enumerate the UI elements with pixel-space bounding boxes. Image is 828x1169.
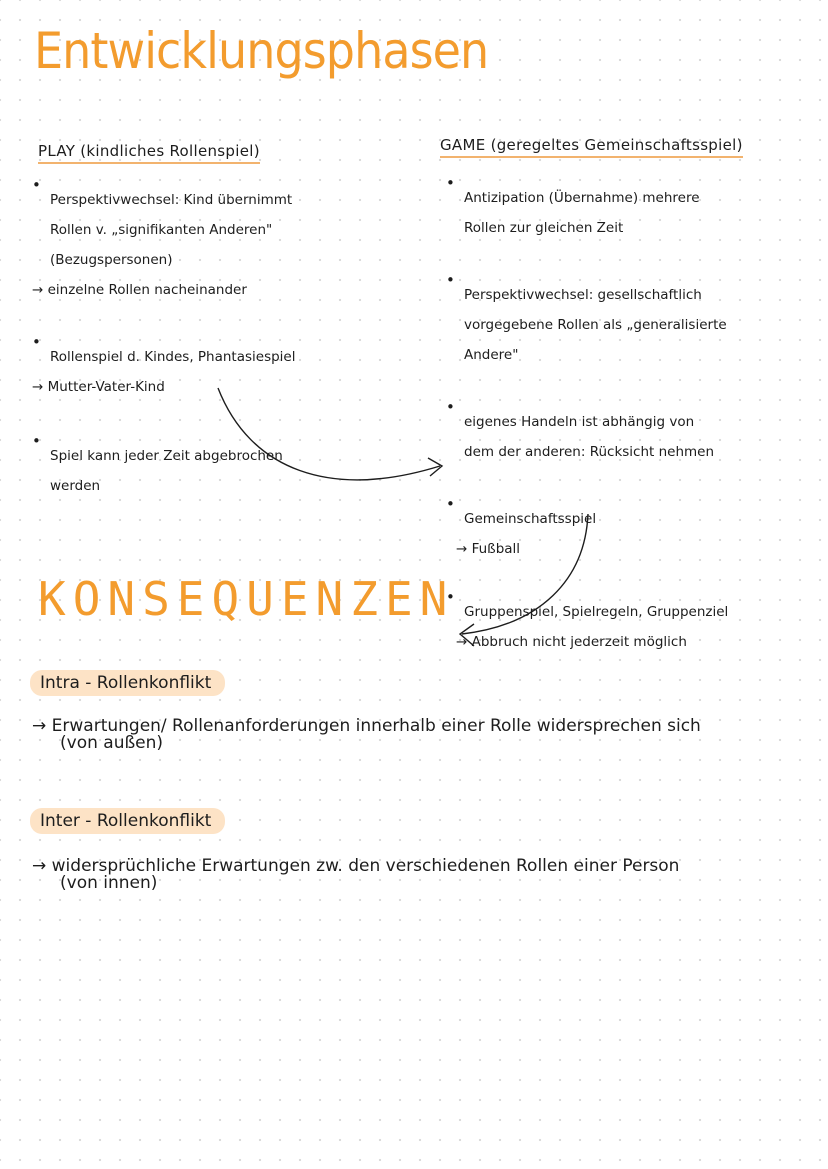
page-title: Entwicklungsphasen xyxy=(34,22,489,80)
bullet-arrow-text: → Abbruch nicht jederzeit möglich xyxy=(456,634,687,650)
play-heading: PLAY (kindliches Rollenspiel) xyxy=(38,142,260,164)
inter-description xyxy=(32,858,679,892)
bullet-text: • Gruppenspiel, Spielregeln, Gruppenziel xyxy=(464,604,729,620)
section-heading: KONSEQUENZEN xyxy=(38,572,455,626)
intra-description xyxy=(32,718,701,752)
bullet-arrow-text: → Fußball xyxy=(456,541,521,557)
bullet-text: Rollen zur gleichen Zeit xyxy=(464,220,624,236)
bullet-text: • Spiel kann jeder Zeit abgebrochen xyxy=(50,448,283,464)
description-line: → widersprüchliche Erwartungen zw. den verschiedenen Rollen einer Person xyxy=(32,856,680,876)
bullet-text: • eigenes Handeln ist abhängig von xyxy=(464,414,695,430)
bullet-text: (Bezugspersonen) xyxy=(50,252,173,268)
bullet-text: vorgegebene Rollen als „generalisierte xyxy=(464,317,727,333)
bullet-text: • Perspektivwechsel: Kind übernimmt xyxy=(50,192,293,208)
description-line: → Erwartungen/ Rollenanforderungen innerhalb einer Rolle widersprechen sich xyxy=(32,716,701,736)
inter-label: Inter - Rollenkonflikt xyxy=(30,808,225,834)
bullet-text: Rollen v. „signifikanten Anderen" xyxy=(50,222,273,238)
bullet-text: • Perspektivwechsel: gesellschaftlich xyxy=(464,287,702,303)
description-line: (von außen) xyxy=(60,733,164,753)
bullet-text: werden xyxy=(50,478,101,494)
bullet-text: • Gemeinschaftsspiel xyxy=(464,511,597,527)
bullet-text: dem der anderen: Rücksicht nehmen xyxy=(464,444,715,460)
bullet-text: Andere" xyxy=(464,347,519,363)
bullet-arrow-text: → Mutter-Vater-Kind xyxy=(32,379,165,395)
intra-label: Intra - Rollenkonflikt xyxy=(30,670,225,696)
bullet-arrow-text: → einzelne Rollen nacheinander xyxy=(32,282,247,298)
bullet-text: • Rollenspiel d. Kindes, Phantasiespiel xyxy=(50,349,296,365)
bullet-text: • Antizipation (Übernahme) mehrere xyxy=(464,190,700,206)
description-line: (von innen) xyxy=(60,873,158,893)
game-heading: GAME (geregeltes Gemeinschaftsspiel) xyxy=(440,136,743,158)
